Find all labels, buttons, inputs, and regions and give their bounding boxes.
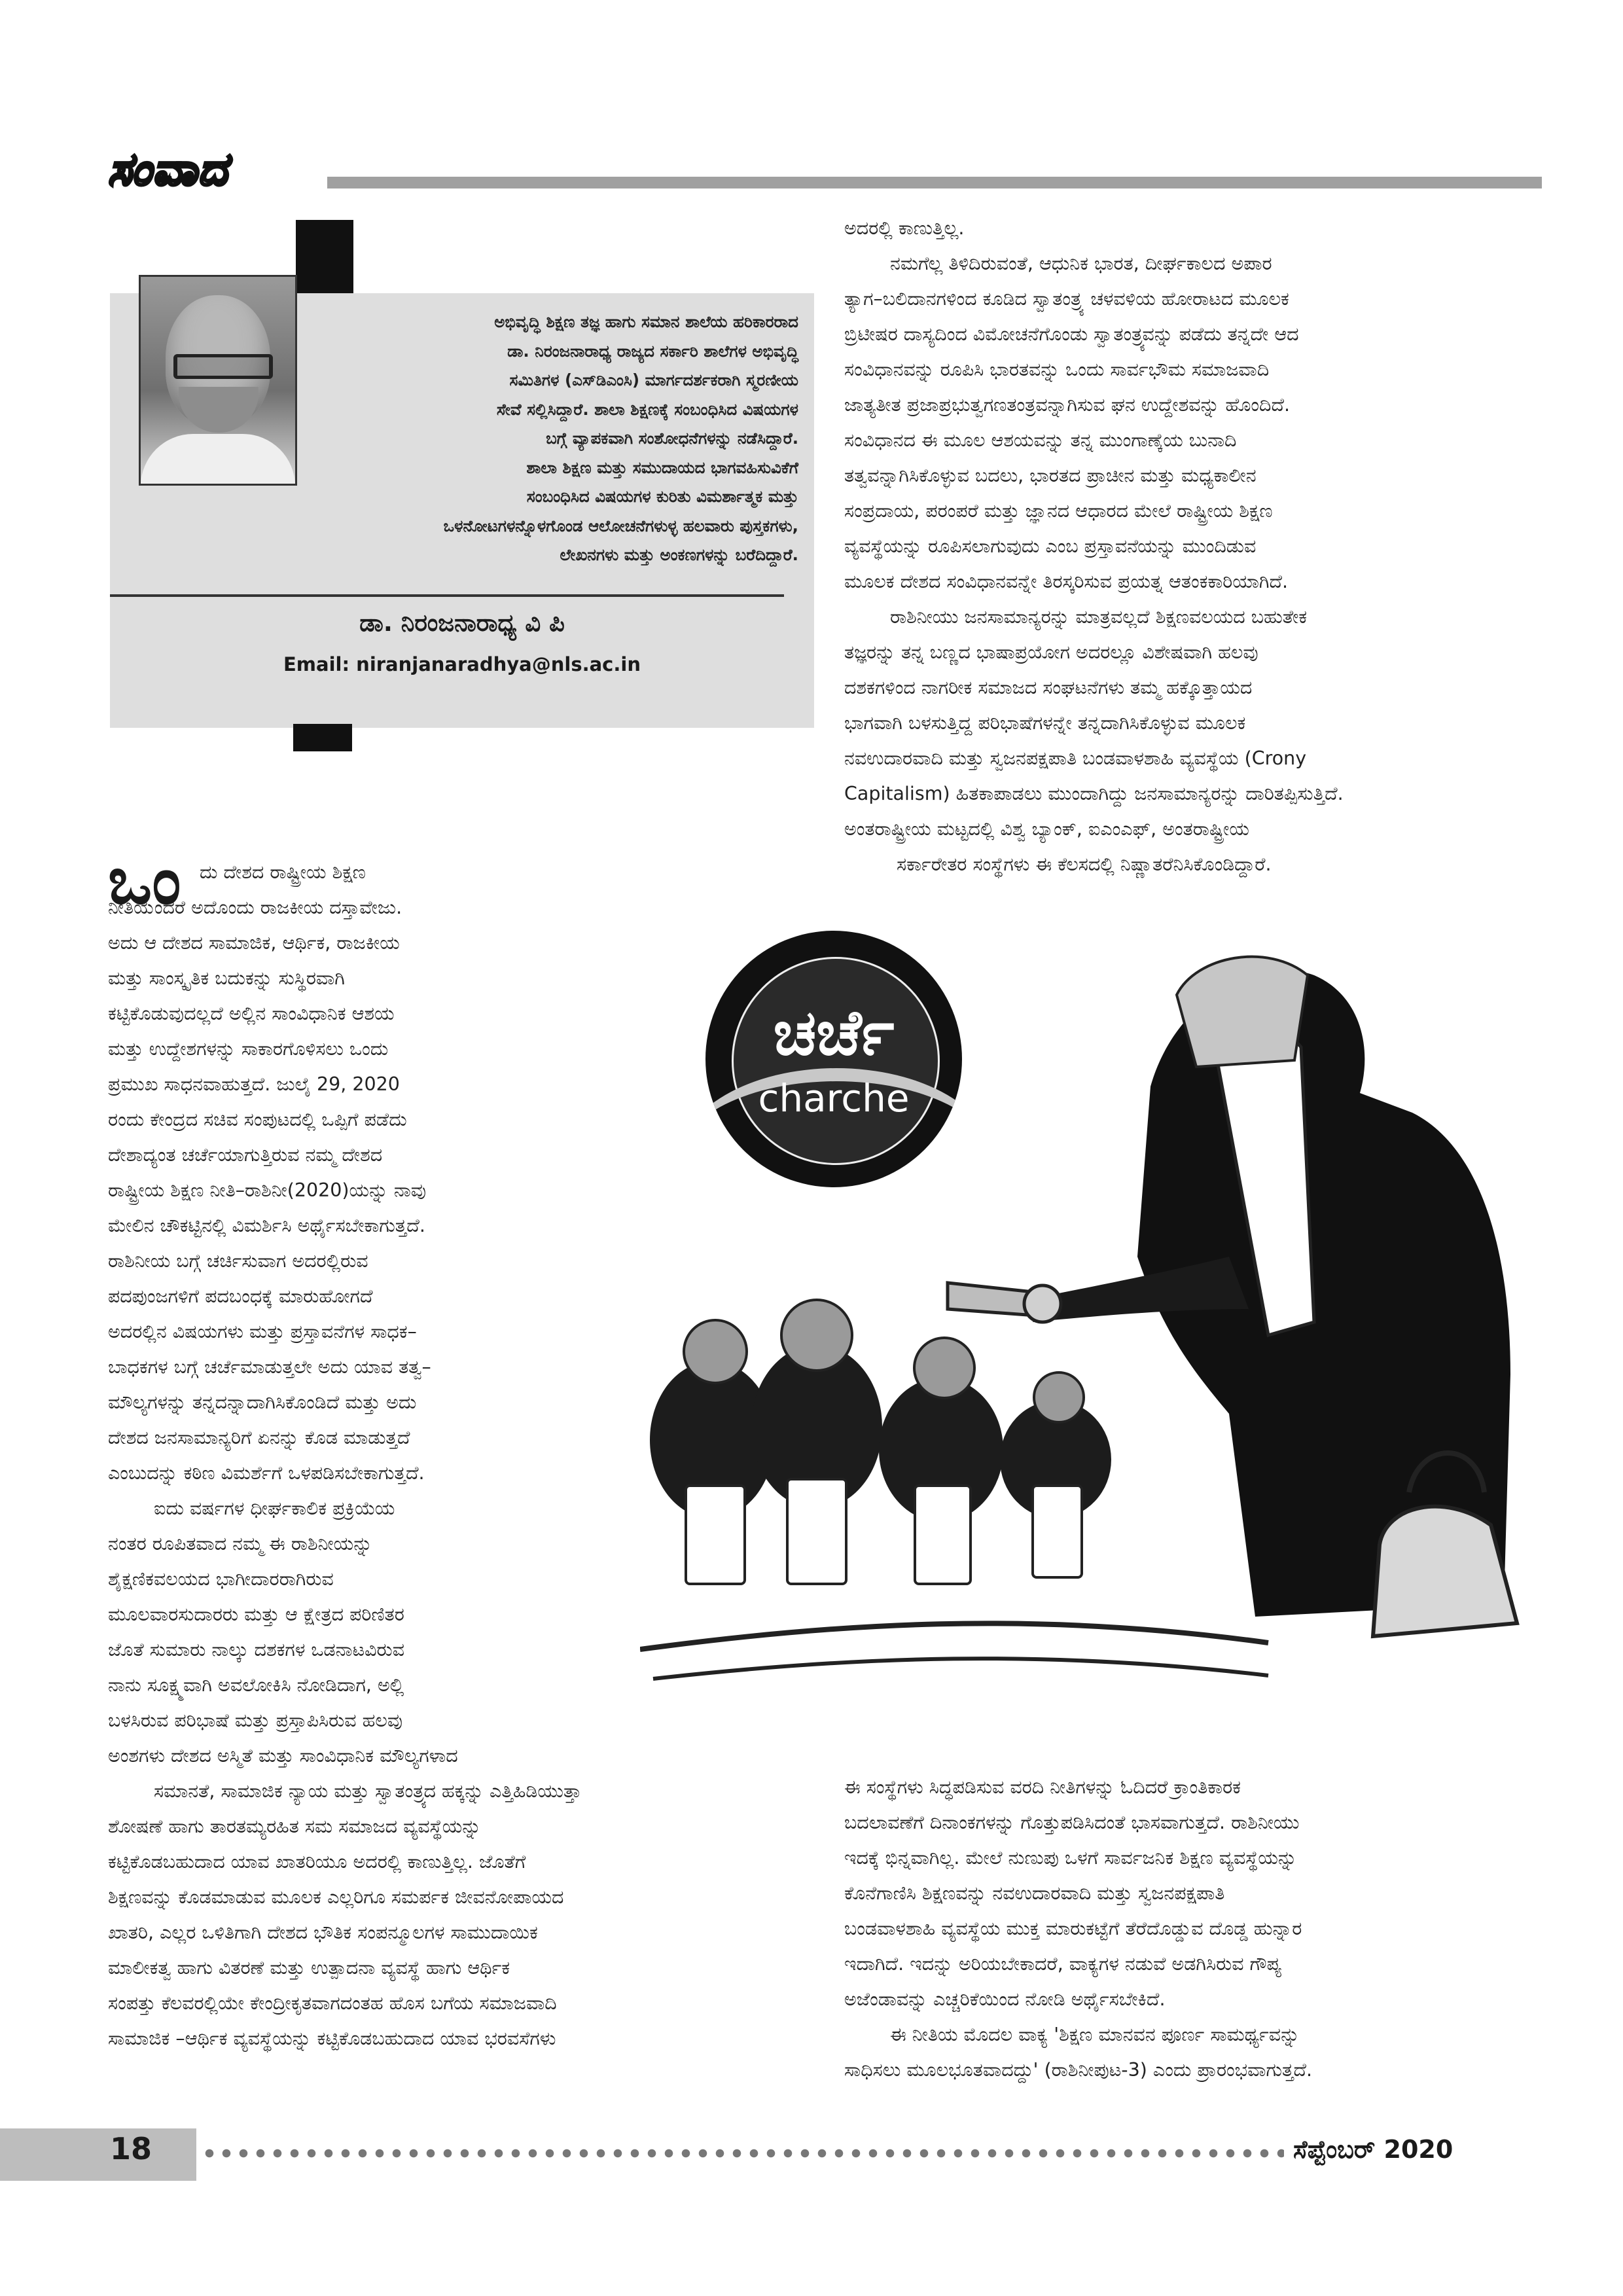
text-line: ಐದು ವರ್ಷಗಳ ಧೀರ್ಘಕಾಲಿಕ ಪ್ರಕ್ರಿಯೆಯ	[154, 1498, 395, 1519]
bio-line: ಸಂಬಂಧಿಸಿದ ವಿಷಯಗಳ ಕುರಿತು ವಿಮರ್ಶಾತ್ಮಕ ಮತ್ತು	[526, 487, 798, 506]
text-line: ಮತ್ತು ಉದ್ದೇಶಗಳನ್ನು ಸಾಕಾರಗೊಳಿಸಲು ಒಂದು	[108, 1038, 389, 1060]
text-line: ತತ್ವವನ್ನಾಗಿಸಿಕೊಳ್ಳುವ ಬದಲು, ಭಾರತದ ಪ್ರಾಚೀನ ಮತ್ತು ಮಧ್ಯಕಾಲೀನ	[844, 465, 1257, 486]
text-line: ರಂದು ಕೇಂದ್ರದ ಸಚಿವ ಸಂಪುಟದಲ್ಲಿ ಒಪ್ಪಿಗೆ ಪಡೆದು	[108, 1109, 407, 1130]
text-line: ಈ ನೀತಿಯ ಮೊದಲ ವಾಕ್ಯ 'ಶಿಕ್ಷಣ ಮಾನವನ ಪೂರ್ಣ ಸಾಮರ್ಥ್ಯವನ್ನು	[890, 2024, 1300, 2045]
left-column	[108, 890, 582, 2056]
page-number: 18	[110, 2131, 152, 2166]
text-line: ಮೂಲವಾರಸುದಾರರು ಮತ್ತು ಆ ಕ್ಷೇತ್ರದ ಪರಿಣಿತರ	[108, 1604, 404, 1625]
text-line: ಬ್ರಿಟೀಷರ ದಾಸ್ಯದಿಂದ ವಿಮೋಚನೆಗೊಂಡು ಸ್ವಾತಂತ್ರ್ಯವನ್ನು ಪಡೆದು ತನ್ನದೇ ಆದ	[844, 323, 1299, 345]
issue-date: ಸೆಪ್ಟೆಂಬರ್ 2020	[1293, 2135, 1454, 2164]
text-line: ಖಾತರಿ, ಎಲ್ಲರ ಒಳಿತಿಗಾಗಿ ದೇಶದ ಭೌತಿಕ ಸಂಪನ್ಮೂಲಗಳ ಸಾಮುದಾಯಿಕ	[108, 1922, 538, 1943]
dropcap: ಒಂ	[108, 842, 183, 919]
bio-line: ಬಗ್ಗೆ ವ್ಯಾಪಕವಾಗಿ ಸಂಶೋಧನೆಗಳನ್ನು ನಡೆಸಿದ್ದಾರೆ.	[546, 429, 798, 448]
text-line: ರಾಷ್ಟ್ರೀಯ ಶಿಕ್ಷಣ ನೀತಿ–ರಾಶಿನೀ(2020)ಯನ್ನು ನಾವು	[108, 1179, 427, 1201]
text-line: ಮಾಲೀಕತ್ವ ಹಾಗು ವಿತರಣೆ ಮತ್ತು ಉತ್ಪಾದನಾ ವ್ಯವಸ್ಥೆ ಹಾಗು ಆರ್ಥಿಕ	[108, 1957, 510, 1979]
text-line: ಮತ್ತು ಸಾಂಸ್ಕೃತಿಕ ಬದುಕನ್ನು ಸುಸ್ಥಿರವಾಗಿ	[108, 967, 345, 989]
text-line: ದು ದೇಶದ ರಾಷ್ಟ್ರೀಯ ಶಿಕ್ಷಣ	[200, 861, 366, 883]
text-line: ನಾನು ಸೂಕ್ಷ್ಮವಾಗಿ ಅವಲೋಕಿಸಿ ನೋಡಿದಾಗ, ಅಲ್ಲಿ	[108, 1674, 404, 1696]
right-column-top	[844, 211, 1344, 882]
author-bio	[236, 308, 798, 570]
text-line: ಅಂತರಾಷ್ಟ್ರೀಯ ಮಟ್ಟದಲ್ಲಿ ವಿಶ್ವ ಬ್ಯಾಂಕ್, ಐಎಂಎಫ್, ಅಂತರಾಷ್ಟ್ರೀಯ	[844, 818, 1249, 840]
logo-english-text: charche	[758, 1076, 910, 1121]
text-line: ದೇಶದ ಜನಸಾಮಾನ್ಯರಿಗೆ ಏನನ್ನು ಕೊಡ ಮಾಡುತ್ತದೆ	[108, 1427, 410, 1448]
text-line: ಮೌಲ್ಯಗಳನ್ನು ತನ್ನದನ್ನಾದಾಗಿಸಿಕೊಂಡಿದೆ ಮತ್ತು ಅದು	[108, 1391, 417, 1413]
text-line: ಅಂಶಗಳು ದೇಶದ ಅಸ್ಮಿತೆ ಮತ್ತು ಸಾಂವಿಧಾನಿಕ ಮೌಲ್ಯಗಳಾದ	[108, 1745, 458, 1767]
bio-line: ಅಭಿವೃದ್ಧಿ ಶಿಕ್ಷಣ ತಜ್ಞ ಹಾಗು ಸಮಾನ ಶಾಲೆಯ ಹರಿಕಾರರಾದ	[494, 312, 798, 331]
header-rule	[327, 177, 1542, 188]
text-line: ದಶಕಗಳಿಂದ ನಾಗರೀಕ ಸಮಾಜದ ಸಂಘಟನೆಗಳು ತಮ್ಮ ಹಕ್ಕೊತ್ತಾಯದ	[844, 677, 1253, 698]
decorative-block	[293, 724, 352, 751]
author-email: Email: niranjanaradhya@nls.ac.in	[283, 653, 641, 675]
text-line: ಜಾತ್ಯತೀತ ಪ್ರಜಾಪ್ರಭುತ್ವಗಣತಂತ್ರವನ್ನಾಗಿಸುವ ಘನ ಉದ್ದೇಶವನ್ನು ಹೊಂದಿದೆ.	[844, 394, 1291, 416]
text-line: ಶೋಷಣೆ ಹಾಗು ತಾರತಮ್ಯರಹಿತ ಸಮ ಸಮಾಜದ ವ್ಯವಸ್ಥೆಯನ್ನು	[108, 1816, 482, 1837]
bio-line: ಒಳನೋಟಗಳನ್ನೊಳಗೊಂಡ ಆಲೋಚನೆಗಳುಳ್ಳ ಹಲವಾರು ಪುಸ್ತಕಗಳು,	[443, 516, 798, 535]
author-divider	[110, 594, 784, 597]
text-line: ಸಂವಿಧಾನವನ್ನು ರೂಪಿಸಿ ಭಾರತವನ್ನು ಒಂದು ಸಾರ್ವಭೌಮ ಸಮಾಜವಾದಿ	[844, 359, 1270, 380]
text-line: ಎಂಬುದನ್ನು ಕಠಿಣ ವಿಮರ್ಶೆಗೆ ಒಳಪಡಿಸಬೇಕಾಗುತ್ತದೆ.	[108, 1462, 425, 1484]
text-line: ಪ್ರಮುಖ ಸಾಧನವಾಹುತ್ತದೆ. ಜುಲೈ 29, 2020	[108, 1073, 400, 1095]
text-line: ಅದರಲ್ಲಿ ಕಾಣುತ್ತಿಲ್ಲ.	[844, 217, 965, 239]
footer-dotted-rule	[204, 2148, 1284, 2159]
text-line: ಅದು ಆ ದೇಶದ ಸಾಮಾಜಿಕ, ಆರ್ಥಿಕ, ರಾಜಕೀಯ	[108, 932, 400, 954]
text-line: ಅದರಲ್ಲಿನ ವಿಷಯಗಳು ಮತ್ತು ಪ್ರಸ್ತಾವನೆಗಳ ಸಾಧಕ–	[108, 1321, 417, 1342]
text-line: ಇದಾಗಿದೆ. ಇದನ್ನು ಅರಿಯಬೇಕಾದರೆ, ವಾಕ್ಯಗಳ ನಡುವೆ ಅಡಗಿಸಿರುವ ಗೌಪ್ಯ	[844, 1953, 1281, 1975]
text-line: ಕಟ್ಟಿಕೊಡಬಹುದಾದ ಯಾವ ಖಾತರಿಯೂ ಅದರಲ್ಲಿ ಕಾಣುತ್ತಿಲ್ಲ. ಜೊತೆಗೆ	[108, 1851, 526, 1873]
text-line: ಸಂಪತ್ತು ಕೆಲವರಲ್ಲಿಯೇ ಕೇಂದ್ರೀಕೃತವಾಗದಂತಹ ಹೊಸ ಬಗೆಯ ಸಮಾಜವಾದಿ	[108, 1992, 557, 2014]
text-line: ಸಂವಿಧಾನದ ಈ ಮೂಲ ಆಶಯವನ್ನು ತನ್ನ ಮುಂಗಾಣ್ಕೆಯ ಬುನಾದಿ	[844, 429, 1237, 451]
text-line: ನೀತಿಯೆಂದರೆ ಅದೊಂದು ರಾಜಕೀಯ ದಸ್ತಾವೇಜು.	[108, 897, 402, 918]
text-line: ರಾಶಿನೀಯ ಬಗ್ಗೆ ಚರ್ಚಿಸುವಾಗ ಅದರಲ್ಲಿರುವ	[108, 1250, 368, 1272]
text-line: ರಾಶಿನೀಯು ಜನಸಾಮಾನ್ಯರನ್ನು ಮಾತ್ರವಲ್ಲದೆ ಶಿಕ್ಷಣವಲಯದ ಬಹುತೇಕ	[890, 606, 1308, 628]
text-line: ಬಾಧಕಗಳ ಬಗ್ಗೆ ಚರ್ಚೆಮಾಡುತ್ತಲೇ ಅದು ಯಾವ ತತ್ವ–	[108, 1356, 431, 1378]
text-line: ಭಾಗವಾಗಿ ಬಳಸುತ್ತಿದ್ದ ಪರಿಭಾಷೆಗಳನ್ನೇ ತನ್ನದಾಗಿಸಿಕೊಳ್ಳುವ ಮೂಲಕ	[844, 712, 1246, 734]
text-line: ವ್ಯವಸ್ಥೆಯನ್ನು ರೂಪಿಸಲಾಗುವುದು ಎಂಬ ಪ್ರಸ್ತಾವನೆಯನ್ನು ಮುಂದಿಡುವ	[844, 535, 1257, 557]
bio-line: ಶಾಲಾ ಶಿಕ್ಷಣ ಮತ್ತು ಸಮುದಾಯದ ಭಾಗವಹಿಸುವಿಕೆಗೆ	[526, 457, 798, 477]
text-line: Capitalism) ಹಿತಕಾಪಾಡಲು ಮುಂದಾಗಿದ್ದು ಜನಸಾಮಾನ್ಯರನ್ನು ದಾರಿತಪ್ಪಿಸುತ್ತಿದೆ.	[844, 783, 1344, 804]
text-line: ಬಳಸಿರುವ ಪರಿಭಾಷೆ ಮತ್ತು ಪ್ರಸ್ತಾಪಿಸಿರುವ ಹಲವು	[108, 1710, 403, 1731]
bio-line: ಸೇವೆ ಸಲ್ಲಿಸಿದ್ದಾರೆ. ಶಾಲಾ ಶಿಕ್ಷಣಕ್ಕೆ ಸಂಬಂಧಿಸಿದ ವಿಷಯಗಳ	[496, 399, 798, 419]
text-line: ಇದಕ್ಕೆ ಭಿನ್ನವಾಗಿಲ್ಲ. ಮೇಲೆ ನುಣುಪು ಒಳಗೆ ಸಾರ್ವಜನಿಕ ಶಿಕ್ಷಣ ವ್ಯವಸ್ಥೆಯನ್ನು	[844, 1847, 1297, 1869]
text-line: ತಜ್ಞರನ್ನು ತನ್ನ ಬಣ್ಣದ ಭಾಷಾಪ್ರಯೋಗ ಅದರಲ್ಲೂ ವಿಶೇಷವಾಗಿ ಹಲವು	[844, 641, 1258, 663]
decorative-block	[296, 220, 353, 297]
bio-line: ಲೇಖನಗಳು ಮತ್ತು ಅಂಕಣಗಳನ್ನು ಬರೆದಿದ್ದಾರೆ.	[560, 545, 798, 564]
logo-kannada-text: ಚರ್ಚೆ	[773, 996, 895, 1069]
text-line: ಸಾಮಾಜಿಕ –ಆರ್ಥಿಕ ವ್ಯವಸ್ಥೆಯನ್ನು ಕಟ್ಟಿಕೊಡಬಹುದಾದ ಯಾವ ಭರವಸೆಗಳು	[108, 2028, 556, 2049]
text-line: ಈ ಸಂಸ್ಥೆಗಳು ಸಿದ್ಧಪಡಿಸುವ ವರದಿ ನೀತಿಗಳನ್ನು ಓದಿದರೆ ಕ್ರಾಂತಿಕಾರಕ	[844, 1776, 1241, 1798]
text-line: ಕೊನೆಗಾಣಿಸಿ ಶಿಕ್ಷಣವನ್ನು ನವಉದಾರವಾದಿ ಮತ್ತು ಸ್ವಜನಪಕ್ಷಪಾತಿ	[844, 1882, 1225, 1904]
charche-logo	[705, 931, 962, 1187]
text-line: ಪದಪುಂಜಗಳಿಗೆ ಪದಬಂಧಕ್ಕೆ ಮಾರುಹೋಗದೆ	[108, 1285, 373, 1307]
text-line: ಶಿಕ್ಷಣವನ್ನು ಕೊಡಮಾಡುವ ಮೂಲಕ ಎಲ್ಲರಿಗೂ ಸಮರ್ಪಕ ಜೀವನೋಪಾಯದ	[108, 1886, 564, 1908]
text-line: ಕಟ್ಟಿಕೊಡುವುದಲ್ಲದೆ ಅಲ್ಲಿನ ಸಾಂವಿಧಾನಿಕ ಆಶಯ	[108, 1003, 395, 1024]
text-line: ಸಮಾನತೆ, ಸಾಮಾಜಿಕ ನ್ಯಾಯ ಮತ್ತು ಸ್ವಾತಂತ್ರ್ಯದ ಹಕ್ಕನ್ನು ಎತ್ತಿಹಿಡಿಯುತ್ತಾ	[154, 1780, 582, 1802]
text-line: ದೇಶಾದ್ಯಂತ ಚರ್ಚೆಯಾಗುತ್ತಿರುವ ನಮ್ಮ ದೇಶದ	[108, 1144, 383, 1166]
footer-page-box	[0, 2128, 196, 2181]
text-line: ಶೈಕ್ಷಣಿಕವಲಯದ ಭಾಗೀದಾರರಾಗಿರುವ	[108, 1568, 334, 1590]
text-line: ಬದಲಾವಣೆಗೆ ದಿನಾಂಕಗಳನ್ನು ಗೊತ್ತುಪಡಿಸಿದಂತೆ ಭಾಸವಾಗುತ್ತದೆ. ರಾಶಿನೀಯು	[844, 1812, 1300, 1833]
text-line: ಸಂಪ್ರದಾಯ, ಪರಂಪರೆ ಮತ್ತು ಜ್ಞಾನದ ಆಧಾರದ ಮೇಲೆ ರಾಷ್ಟ್ರೀಯ ಶಿಕ್ಷಣ	[844, 500, 1273, 522]
author-name: ಡಾ. ನಿರಂಜನಾರಾಧ್ಯ ವಿ ಪಿ	[359, 609, 565, 637]
text-line: ನವಉದಾರವಾದಿ ಮತ್ತು ಸ್ವಜನಪಕ್ಷಪಾತಿ ಬಂಡವಾಳಶಾಹಿ ವ್ಯವಸ್ಥೆಯ (Crony	[844, 747, 1307, 769]
text-line: ನಮಗೆಲ್ಲ ತಿಳಿದಿರುವಂತೆ, ಆಧುನಿಕ ಭಾರತ, ದೀರ್ಘಕಾಲದ ಅಪಾರ	[890, 253, 1272, 274]
bio-line: ಡಾ. ನಿರಂಜನಾರಾಧ್ಯ ರಾಜ್ಯದ ಸರ್ಕಾರಿ ಶಾಲೆಗಳ ಅಭಿವೃದ್ಧಿ	[507, 341, 798, 361]
text-line: ಬಂಡವಾಳಶಾಹಿ ವ್ಯವಸ್ಥೆಯ ಮುಕ್ತ ಮಾರುಕಟ್ಟೆಗೆ ತೆರೆದೊಡ್ಡುವ ದೊಡ್ಡ ಹುನ್ನಾರ	[844, 1918, 1302, 1939]
section-title: ಸಂವಾದ	[108, 144, 228, 196]
bio-line: ಸಮಿತಿಗಳ (ಎಸ್‌ಡಿಎಂಸಿ) ಮಾರ್ಗದರ್ಶಕರಾಗಿ ಸ್ಮರಣೀಯ	[509, 370, 798, 389]
right-column-bottom	[844, 1770, 1312, 2088]
text-line: ಮೂಲಕ ದೇಶದ ಸಂವಿಧಾನವನ್ನೇ ತಿರಸ್ಕರಿಸುವ ಪ್ರಯತ್ನ ಆತಂಕಕಾರಿಯಾಗಿದೆ.	[844, 571, 1289, 592]
text-line: ನಂತರ ರೂಪಿತವಾದ ನಮ್ಮ ಈ ರಾಶಿನೀಯನ್ನು	[108, 1533, 372, 1554]
text-line: ಸಾಧಿಸಲು ಮೂಲಭೂತವಾದದ್ದು' (ರಾಶಿನೀಪುಟ-3) ಎಂದು ಪ್ರಾರಂಭವಾಗುತ್ತದೆ.	[844, 2059, 1313, 2081]
text-line: ಅಜೆಂಡಾವನ್ನು ಎಚ್ಚರಿಕೆಯಿಂದ ನೋಡಿ ಅರ್ಥೈಸಬೇಕಿದೆ.	[844, 1988, 1166, 2010]
text-line: ತ್ಯಾಗ–ಬಲಿದಾನಗಳಿಂದ ಕೂಡಿದ ಸ್ವಾತಂತ್ರ್ಯ ಚಳವಳಿಯ ಹೋರಾಟದ ಮೂಲಕ	[844, 288, 1289, 310]
text-line: ಸರ್ಕಾರೇತರ ಸಂಸ್ಥೆಗಳು ಈ ಕೆಲಸದಲ್ಲಿ ನಿಷ್ಣಾತರೆನಿಸಿಕೊಂಡಿದ್ದಾರೆ.	[897, 853, 1272, 875]
text-line: ಮೇಲಿನ ಚೌಕಟ್ಟಿನಲ್ಲಿ ವಿಮರ್ಶಿಸಿ ಅರ್ಥೈಸಬೇಕಾಗುತ್ತದೆ.	[108, 1215, 425, 1236]
text-line: ಜೊತೆ ಸುಮಾರು ನಾಲ್ಕು ದಶಕಗಳ ಒಡನಾಟವಿರುವ	[108, 1639, 404, 1660]
